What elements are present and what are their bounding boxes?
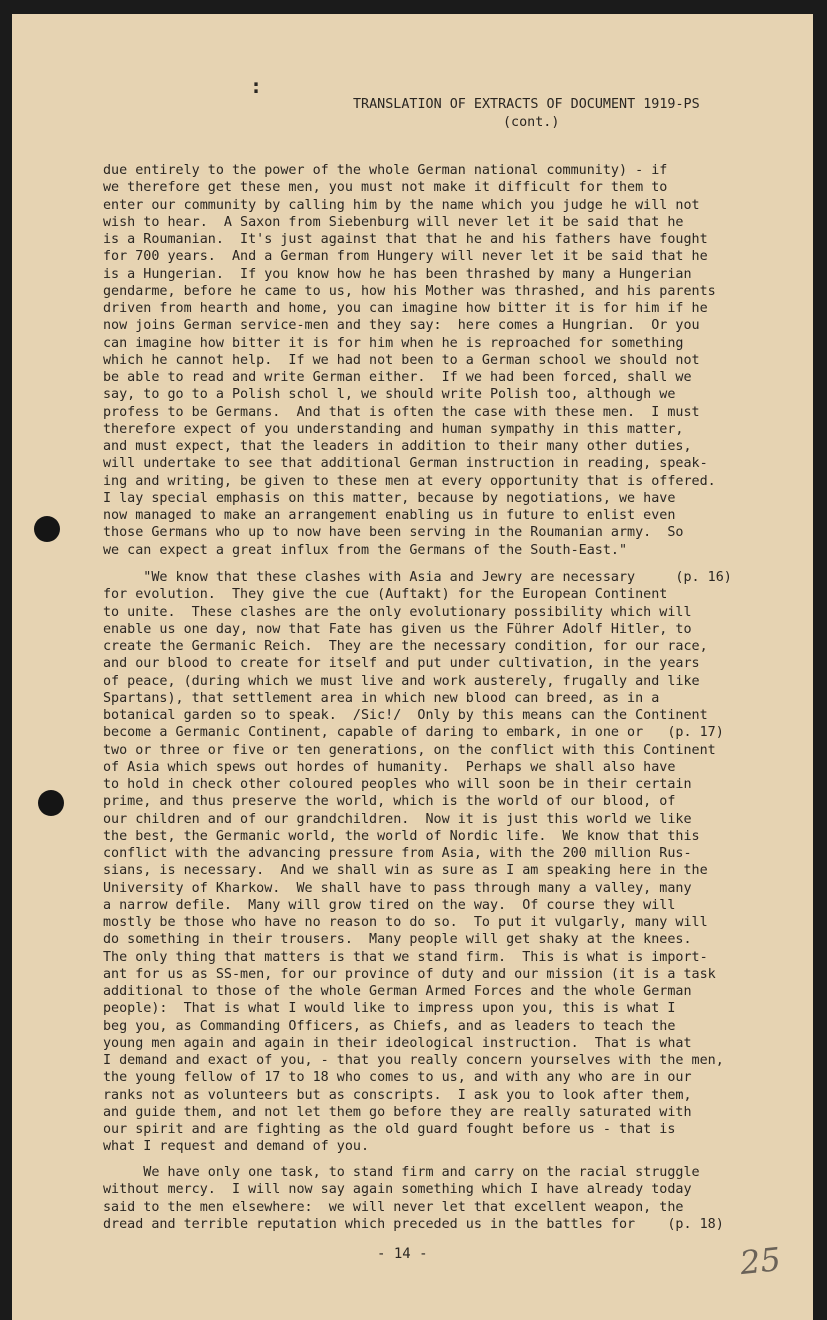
scan-border-top: [0, 0, 827, 14]
paragraph-1: due entirely to the power of the whole German national community) - if we therefore get these men, you must not make it difficult for them to enter our community by calling him by the name which you judge he will not wish to hear. A Saxon from Siebenburg will never let it be said that he is a Roumanian. It's just against that that he and his fathers have fought for 700 years. And a German from Hungery will never let it be said that he is a Hungerian. If you know how he has been thrashed by many a Hungerian gendarme, before he came to us, how his Mother was thrashed, and his parents driven from hearth and home, you can imagine how bitter it is for him if he now joins German service-men and they say: here comes a Hungrian. Or you can imagine how bitter it is for him when he is reproached for something which he cannot help. If we had not been to a German school we should not be able to read and write German either. If we had been forced, shall we say, to go to a Polish schol l, we should write Polish too, although we profess to be Germans. And that is often the case with these men. I must therefore expect of you understanding and human sympathy in this matter, and must expect, that the leaders in addition to their many other duties, will undertake to see that additional German instruction in reading, speak- ing and writing, be given to these men at every opportunity that is offered. I lay special emphasis on this matter, because by negotiations, we have now managed to make an arrangement enabling us in future to enlist even those Germans who up to now have been serving in the Roumanian army. So we can expect a great influx from the Germans of the South-East.": [103, 163, 716, 558]
document-title: TRANSLATION OF EXTRACTS OF DOCUMENT 1919-PS: [353, 97, 700, 112]
punch-hole-lower: [38, 790, 64, 816]
punch-hole-upper: [34, 516, 60, 542]
paragraph-3: We have only one task, to stand firm and carry on the racial struggle without mercy. I will now say again something which I have already today said to the men elsewhere: we will never let that excellent weapon, the dread and terrible reputation which preceded us in the battles for (p. 18): [103, 1165, 724, 1232]
page-number: - 14 -: [377, 1246, 428, 1262]
document-header: [353, 96, 733, 132]
scan-border-left: [0, 0, 12, 1320]
scan-border-right: [813, 0, 827, 1320]
document-subtitle: (cont.): [503, 115, 560, 130]
paragraph-2: "We know that these clashes with Asia and Jewry are necessary (p. 16) for evolution. They give the cue (Auftakt) for the European Continent to unite. These clashes are the only evolutionary possibility which will enable us one day, now that Fate has given us the Führer Adolf Hitler, to create the Germanic Reich. They are the necessary condition, for our race, and our blood to create for itself and put under cultivation, in the years of peace, (during which we must live and work austerely, frugally and like Spartans), that settlement area in which new blood can breed, as in a botanical garden so to speak. /Sic!/ Only by this means can the Continent become a Germanic Continent, capable of daring to embark, in one or (p. 17) two or three or five or ten generations, on the conflict with this Continent of Asia which spews out hordes of humanity. Perhaps we shall also have to hold in check other coloured peoples who will soon be in their certain prime, and thus preserve the world, which is the world of our blood, of our children and of our grandchildren. Now it is just this world we like the best, the Germanic world, the world of Nordic life. We know that this conflict with the advancing pressure from Asia, with the 200 million Rus- sians, is necessary. And we shall win as sure as I am speaking here in the University of Kharkow. We shall have to pass through many a valley, many a narrow defile. Many will grow tired on the way. Of course they will mostly be those who have no reason to do so. To put it vulgarly, many will do something in their trousers. Many people will get shaky at the knees. The only thing that matters is that we stand firm. This is what is import- ant for us as SS-men, for our province of duty and our mission (it is a task additional to those of the whole German Armed Forces and the whole German people): That is what I would like to impress upon you, this is what I beg you, as Commanding Officers, as Chiefs, and as leaders to teach the young men again and again in their ideological instruction. That is what I demand and exact of you, - that you really concern yourselves with the men, the young fellow of 17 to 18 who comes to us, and with any who are in our ranks not as volunteers but as conscripts. I ask you to look after them, and guide them, and not let them go before they are really saturated with our spirit and are fighting as the old guard fought before us - that is what I request and demand of you.: [103, 570, 732, 1155]
handwritten-page-number: 25: [738, 1239, 783, 1283]
margin-colon-mark: :: [250, 74, 263, 98]
